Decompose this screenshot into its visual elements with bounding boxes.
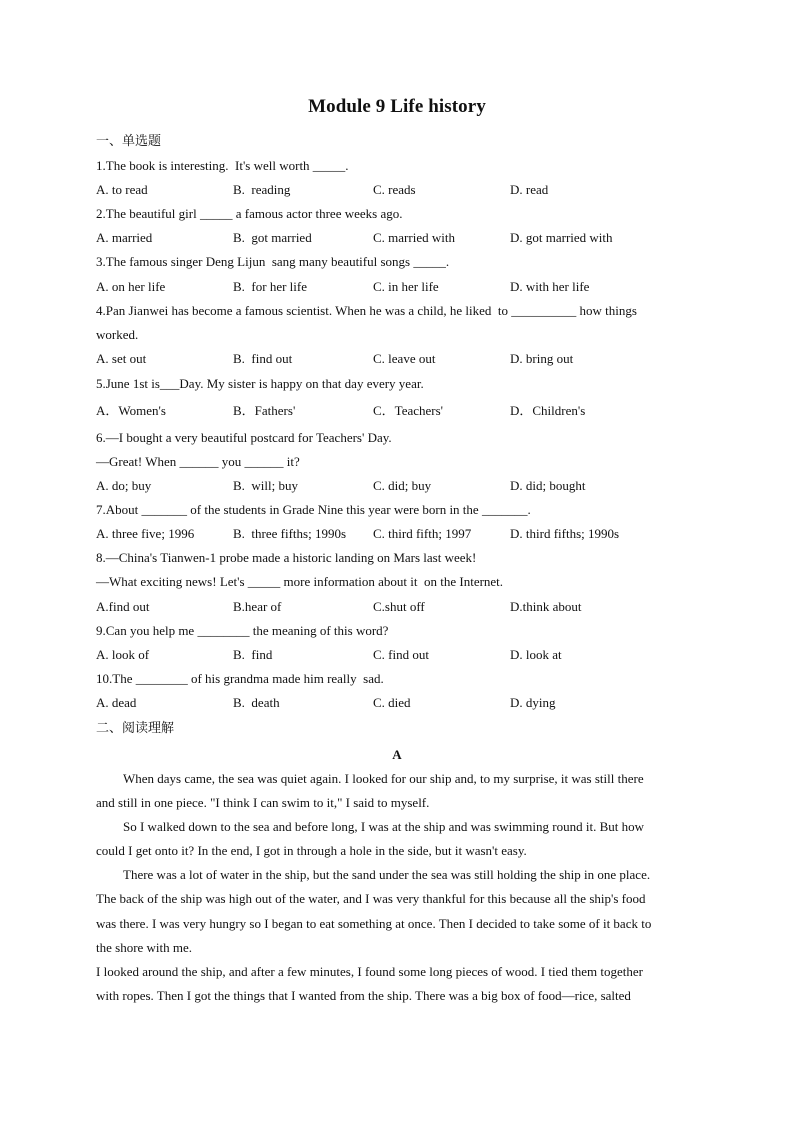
question-7-option-c: C. third fifth; 1997 [373,526,472,541]
question-4-option-b: B. find out [233,351,293,366]
passage-line-4: could I get onto it? In the end, I got in through a hole in the side, but it wasn't easy. [96,843,527,858]
question-5-option-a: A．Women's [96,403,166,418]
section-heading-reading: 二、阅读理解 [96,721,175,736]
question-4-option-c: C. leave out [373,351,436,366]
question-9-option-c: C. find out [373,647,429,662]
passage-line-7: was there. I was very hungry so I began to eat something at once. Then I decided to take some of it back to [96,916,652,931]
passage-line-8: the shore with me. [96,940,193,955]
question-3-option-c: C. in her life [373,279,439,294]
question-3-option-d: D. with her life [510,279,590,294]
question-9-option-a: A. look of [96,647,150,662]
question-6-option-c: C. did; buy [373,478,432,493]
question-2-option-c: C. married with [373,230,455,245]
passage-line-2: and still in one piece. "I think I can swim to it," I said to myself. [96,795,430,810]
question-5-option-b: B．Fathers' [233,403,296,418]
question-8-option-b: B.hear of [233,599,282,614]
passage-line-3: So I walked down to the sea and before long, I was at the ship and was swimming round it. But how [123,819,644,834]
question-3-option-a: A. on her life [96,279,166,294]
passage-line-9: I looked around the ship, and after a few minutes, I found some long pieces of wood. I tied them together [96,964,643,979]
question-10-option-b: B. death [233,695,280,710]
passage-line-6: The back of the ship was high out of the water, and I was very thankful for this because all the ship's food [96,891,646,906]
question-10-option-d: D. dying [510,695,556,710]
question-9-option-d: D. look at [510,647,562,662]
question-1-option-c: C. reads [373,182,416,197]
question-9-option-b: B. find [233,647,273,662]
section-heading-single-choice: 一、单选题 [96,134,162,149]
question-10-option-c: C. died [373,695,411,710]
question-1-stem: 1.The book is interesting. It's well worth _____. [96,158,349,173]
passage-title: A [392,747,402,762]
question-2-stem: 2.The beautiful girl _____ a famous actor three weeks ago. [96,206,403,221]
question-9-stem: 9.Can you help me ________ the meaning of this word? [96,623,389,638]
question-1-option-b: B. reading [233,182,291,197]
question-3-stem: 3.The famous singer Deng Lijun sang many beautiful songs _____. [96,254,450,269]
question-6-stem-line1: 6.—I bought a very beautiful postcard for Teachers' Day. [96,430,392,445]
question-5-option-d: D．Children's [510,403,586,418]
question-10-option-a: A. dead [96,695,137,710]
question-7-option-d: D. third fifths; 1990s [510,526,620,541]
question-10-stem: 10.The ________ of his grandma made him really sad. [96,671,384,686]
question-6-option-d: D. did; bought [510,478,586,493]
question-8-option-c: C.shut off [373,599,425,614]
question-6-option-a: A. do; buy [96,478,152,493]
question-6-stem-line2: —Great! When ______ you ______ it? [96,454,300,469]
question-4-option-a: A. set out [96,351,147,366]
question-7-stem: 7.About _______ of the students in Grade Nine this year were born in the _______. [96,502,531,517]
question-2-option-b: B. got married [233,230,312,245]
question-5-stem: 5.June 1st is___Day. My sister is happy on that day every year. [96,376,424,391]
question-8-stem-line2: —What exciting news! Let's _____ more information about it on the Internet. [96,574,504,589]
question-6-option-b: B. will; buy [233,478,299,493]
question-2-option-d: D. got married with [510,230,613,245]
question-8-stem-line1: 8.—China's Tianwen-1 probe made a historic landing on Mars last week! [96,550,477,565]
question-7-option-b: B. three fifths; 1990s [233,526,347,541]
question-8-option-d: D.think about [510,599,582,614]
question-3-option-b: B. for her life [233,279,308,294]
passage-line-1: When days came, the sea was quiet again. I looked for our ship and, to my surprise, it was still there [123,771,644,786]
question-4-option-d: D. bring out [510,351,574,366]
question-8-option-a: A.find out [96,599,150,614]
question-5-option-c: C．Teachers' [373,403,444,418]
question-4-stem-line2: worked. [96,327,139,342]
question-2-option-a: A. married [96,230,153,245]
question-4-stem-line1: 4.Pan Jianwei has become a famous scientist. When he was a child, he liked to __________ how things [96,303,637,318]
question-1-option-a: A. to read [96,182,148,197]
passage-line-5: There was a lot of water in the ship, but the sand under the sea was still holding the ship in one place. [123,867,651,882]
question-7-option-a: A. three five; 1996 [96,526,195,541]
page-title: Module 9 Life history [308,96,486,117]
question-1-option-d: D. read [510,182,549,197]
passage-line-10: with ropes. Then I got the things that I wanted from the ship. There was a big box of food—rice, salted [96,988,631,1003]
